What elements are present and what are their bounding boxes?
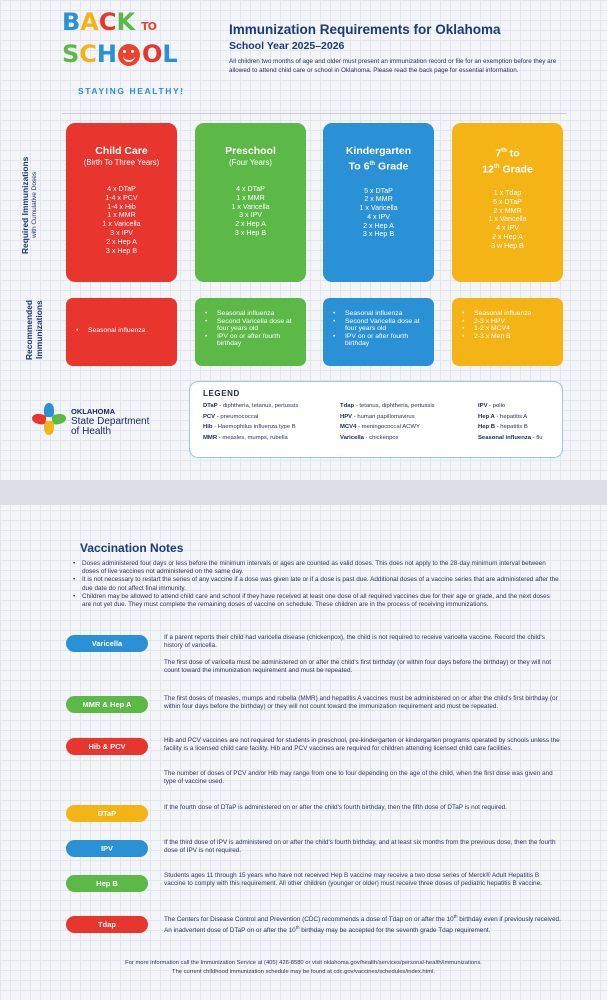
recommended-child-care — [66, 298, 177, 366]
recommended-label: Recommended Immunizations — [24, 299, 44, 361]
legend-item: Hep B - hepatitis B — [478, 424, 528, 431]
front-page — [0, 0, 607, 480]
legend-item: PCV - pneumococcal — [203, 413, 259, 420]
card-title: Child Care — [95, 145, 148, 157]
recommended-preschool — [195, 298, 306, 366]
legend — [189, 381, 563, 458]
tagline: STAYING HEALTHY! — [78, 86, 185, 96]
pill-varicella: Varicella — [66, 635, 148, 652]
note-dtap: If the fourth dose of DTaP is administered on or after the child's fourth birthday, then the fifth dose of DTaP is not required. — [164, 804, 507, 811]
dose-item: 2 x Hep A — [492, 232, 523, 241]
note-hep-b: Students ages 11 through 15 years who have not received Hep B vaccine may receive a two dose series of Merck® Adult Hepatitis B vaccine to comply with this requirement. All other children (younger or older) must receive three doses of pediatric hepatitis B vaccine. — [164, 872, 542, 888]
card-title-line1-end: to — [506, 147, 520, 160]
dose-item: 5 x DTaP — [364, 186, 393, 195]
dose-item: 2 x Hep A — [363, 221, 394, 230]
note-mmr-hep-a: The first doses of measles, mumps and rubella (MMR) and hepatitis A vaccines must be administered on or after the child's first birthday (or within four days before the birthday) or they will not count toward the immunization requirement and must be repeated. — [164, 695, 558, 711]
card-title-line2-end: Grade — [375, 160, 409, 173]
card-ages: (Birth To Three Years) — [83, 158, 160, 167]
dose-list — [66, 185, 177, 255]
card-ages: (Four Years) — [229, 158, 272, 167]
dose-item: 2 x MMR — [493, 206, 522, 215]
note-varicella-2: The first dose of varicella must be administered on or after the child's first birthday (or within four days before the birthday) or they will not count toward the immunization requirement and must be repeated. — [164, 659, 551, 675]
recommended-item: • 2-3 x HPV — [462, 318, 555, 326]
dose-item: 3 x Hep B — [362, 230, 395, 239]
agency-mark-icon — [32, 403, 66, 437]
dose-item: 4 x IPV — [367, 212, 390, 221]
footer — [0, 959, 607, 976]
logo-letter: B — [62, 8, 80, 36]
card-title — [323, 145, 434, 174]
dose-item: 2 x Hep A — [235, 220, 266, 229]
agency-line2: State Department — [71, 415, 150, 427]
dose-list — [195, 185, 306, 238]
required-label — [20, 130, 40, 280]
agency-line3: of Health — [71, 426, 112, 437]
recommended-item: • Second Varicella dose at four years old — [205, 318, 298, 333]
recommended-item: • Seasonal influenza — [205, 310, 298, 318]
note-tdap: The Centers for Disease Control and Prevention (CDC) recommends a dose of Tdap on or after the 10th birthday even if previously received. An inadvertent dose of DTaP on or after the 10th birthday may be accepted for the seventh grade Tdap requirement. — [164, 914, 561, 935]
legend-item: Tdap - tetanus, diphtheria, pertussis — [340, 403, 435, 409]
dose-item: 1-4 x Hib — [107, 202, 136, 211]
dose-item: 1 x Varicella — [488, 215, 527, 224]
logo-letter: C — [79, 40, 96, 68]
agency-name — [71, 408, 149, 438]
legend-item: Varicella - chickenpox — [340, 434, 399, 441]
divider — [62, 113, 567, 114]
recommended-item: • 2-3 x Men B — [462, 333, 555, 341]
note-hib-pcv-2: The number of doses of PCV and/or Hib may range from one to four depending on the age of the child, when the first dose was given and type of vaccine used. — [164, 770, 553, 786]
pill-ipv: IPV — [66, 840, 148, 857]
card-grades-7-12 — [452, 123, 563, 282]
dose-item: 1 x Tdap — [493, 189, 522, 197]
card-child-care — [66, 123, 177, 282]
legend-title: LEGEND — [203, 389, 240, 398]
back-page — [0, 505, 607, 1000]
note-varicella-1: If a parent reports their child had varicella disease (chickenpox), the child is not required to receive varicella vaccine. Record the child's history of varicella. — [164, 634, 545, 650]
recommended-item: • Seasonal influenza — [76, 327, 169, 335]
pill-hep-b: Hep B — [66, 875, 148, 892]
logo-letter: C — [98, 8, 116, 36]
dose-item: 3 x Hep B — [105, 246, 138, 255]
notes-bullets — [73, 560, 559, 609]
legend-item: Hib - Haemophilus influenza type B — [203, 424, 296, 431]
page-separator — [0, 480, 607, 505]
pill-tdap: Tdap — [66, 916, 148, 933]
legend-grid — [203, 403, 554, 442]
recommended-kindergarten — [323, 298, 434, 366]
recommended-item: • Seasonal influenza — [462, 310, 555, 318]
card-title-line2: 12 — [482, 163, 494, 175]
note-ipv: If the third dose of IPV is administered on or after the child's fourth birthday, and at least six months from the previous dose, then the fourth dose of IPV is not required. — [164, 839, 556, 855]
card-title: Preschool — [225, 145, 276, 157]
note-bullet: • Children may be allowed to attend child care and school if they have received at least one dose of all required vaccines due for their age or grade, and the next doses are not yet due. They must complete the remaining doses of vaccine on schedule. These children are in the process of receiving immunizations. — [73, 593, 559, 609]
ordinal-suffix: th — [501, 148, 507, 154]
logo-to: TO — [141, 20, 156, 33]
pill-mmr-hep-a: MMR & Hep A — [66, 696, 148, 713]
agency-line1: OKLAHOMA — [71, 407, 116, 416]
required-label-sub: with Cumulative Doses — [31, 171, 38, 239]
dose-item: 1 x Varicella — [102, 220, 141, 229]
card-title — [452, 145, 563, 176]
logo-letter: H — [96, 40, 117, 68]
card-title-line1: Kindergarten — [345, 145, 412, 157]
dose-item: 1-4 x PCV — [105, 193, 138, 202]
intro-text: All children two months of age and older must present an immunization record or file for an exemption before they are allowed to attend child care or school in Oklahoma. Please read the back page for essential information. — [229, 58, 557, 74]
required-label-main: Required Immunizations — [20, 156, 30, 254]
note-hib-pcv-1: Hib and PCV vaccines are not required for students in preschool, pre-kindergarten or kindergarten programs operated by schools unless the facility is a licensed child care facility. Hib and PCV vaccines are required for children attending licensed child care facilities. — [164, 737, 560, 753]
agency-logo — [32, 403, 162, 443]
legend-item: IPV - polio — [478, 403, 506, 409]
legend-item: Seasonal influenza - flu — [478, 434, 543, 441]
notes-title: Vaccination Notes — [80, 541, 184, 555]
footer-line2: The current childhood immunization schedule may be found at cdc.gov/vaccines/schedules/index.html. — [172, 968, 435, 975]
recommended-item: • IPV on or after fourth birthday — [205, 333, 298, 348]
note-bullet: • Doses administered four days or less before the minimum intervals or ages are counted as valid doses. This does not apply to the 28-day minimum interval between doses of live vaccines not administered on the same day. — [73, 560, 559, 576]
dose-item: 2 x Hep A — [106, 237, 137, 246]
recommended-item: • 1-2 x MCV4 — [462, 325, 555, 333]
legend-item: HPV - human papillomavirus — [340, 413, 415, 420]
page-title: Immunization Requirements for Oklahoma — [229, 22, 501, 37]
note-bullet: • It is not necessary to restart the series of any vaccine if a dose was given late or if a dose is past due. Additional doses of a vaccine series that are administered after the due date do not affect final immunity. — [73, 576, 559, 592]
logo-letter: A — [80, 8, 98, 36]
footer-line1: For more information call the Immunization Service at (405) 426-8580 or visit oklahoma.gov/health/services/personal-health/immunizations. — [125, 960, 482, 966]
dose-item: 3 x Hep B — [234, 228, 267, 237]
logo-letter: S — [62, 40, 79, 68]
dose-item: 1 x MMR — [236, 193, 265, 202]
dose-item: 1 x Varicella — [231, 202, 270, 211]
dose-list — [323, 187, 434, 240]
dose-list — [452, 189, 563, 251]
dose-item: 5 x DTaP — [493, 197, 522, 206]
card-title-line1: 7 — [495, 147, 502, 160]
dose-item: 3 x IPV — [239, 211, 262, 220]
card-kindergarten — [323, 123, 434, 282]
dose-item: 1 x Varicella — [359, 204, 398, 213]
dose-item: 2 x MMR — [364, 195, 393, 204]
legend-item: MMR - measles, mumps, rubella — [203, 434, 288, 441]
legend-item: MCV4 - meningococcal ACWY — [340, 424, 420, 431]
dose-item: 4 x IPV — [496, 224, 519, 233]
card-preschool — [195, 123, 306, 282]
ordinal-suffix: th — [493, 163, 500, 170]
recommended-item: • Seasonal influenza — [333, 310, 426, 318]
dose-item: 4 x DTaP — [236, 185, 265, 193]
page-subtitle: School Year 2025–2026 — [229, 40, 345, 52]
dose-item: 4 x DTaP — [107, 185, 136, 193]
logo-letter: L — [162, 40, 177, 68]
logo-letter: O — [142, 40, 162, 68]
logo-letter: K — [116, 8, 135, 36]
pill-hib-pcv: Hib & PCV — [66, 738, 148, 755]
recommended-grades-7-12 — [452, 298, 563, 366]
dose-item: 3 w Hep B — [491, 241, 524, 250]
dose-item: 1 x MMR — [107, 211, 136, 220]
recommended-item: • Second Varicella dose at four years old — [333, 318, 426, 333]
dose-item: 3 x IPV — [110, 228, 133, 237]
recommended-item: • IPV on or after fourth birthday — [333, 333, 426, 348]
smiley-icon — [118, 44, 140, 66]
card-title-line2: To 6 — [348, 160, 370, 173]
legend-item: DTaP - diphtheria, tetanus, pertussis — [203, 403, 299, 409]
card-title-line2-end: Grade — [499, 163, 533, 175]
legend-item: Hep A - hepatitis A — [478, 413, 528, 420]
pill-dtap: DTaP — [66, 805, 148, 822]
ordinal-suffix: th — [369, 161, 376, 167]
